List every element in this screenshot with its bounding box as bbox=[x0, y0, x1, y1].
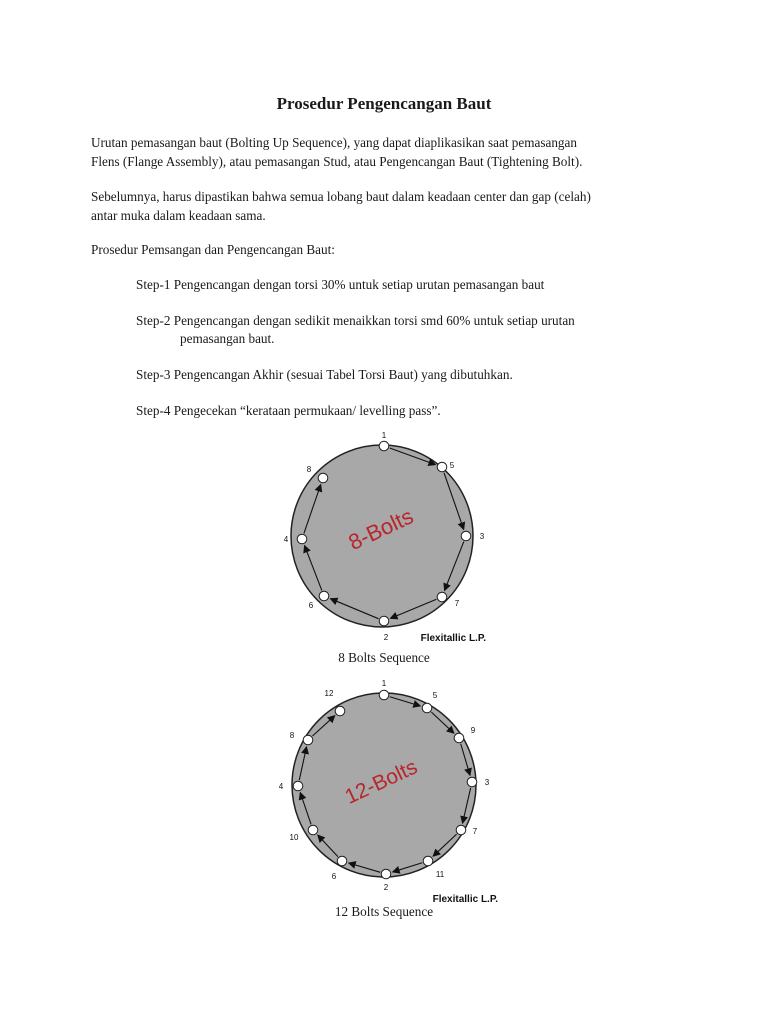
bolt-hole-1 bbox=[379, 690, 389, 700]
bolt-number-label: 12 bbox=[324, 689, 334, 698]
bolt-hole-3 bbox=[461, 531, 471, 541]
step-text: Pengencangan dengan torsi 30% untuk setiap urutan pemasangan baut bbox=[173, 277, 545, 292]
intro-line-2: Flens (Flange Assembly), atau pemasangan Stud, atau Pengencangan Baut (Tightening Bolt). bbox=[91, 154, 583, 169]
bolt-diagram-12 bbox=[276, 674, 506, 906]
step-text-continuation: pemasangan baut. bbox=[180, 331, 275, 346]
bolt-hole-1 bbox=[379, 441, 389, 451]
bolt-hole-7 bbox=[456, 825, 466, 835]
intro-line-1: Urutan pemasangan baut (Bolting Up Sequence), yang dapat diaplikasikan saat pemasangan bbox=[91, 135, 577, 150]
bolt-number-label: 4 bbox=[283, 535, 289, 544]
step-3 bbox=[136, 366, 696, 384]
step-label: Step-3 bbox=[136, 367, 171, 382]
bolt-hole-10 bbox=[308, 825, 318, 835]
bolt-hole-2 bbox=[379, 616, 389, 626]
precondition-line-2: antar muka dalam keadaan sama. bbox=[91, 208, 266, 223]
credit-text: Flexitallic L.P. bbox=[420, 633, 486, 644]
watermark-text: 8-Bolts bbox=[344, 503, 418, 556]
step-2 bbox=[136, 312, 696, 348]
bolt-hole-8 bbox=[318, 473, 328, 483]
step-label: Step-2 bbox=[136, 313, 171, 328]
step-text: Pengencangan Akhir (sesuai Tabel Torsi Baut) yang dibutuhkan. bbox=[173, 367, 513, 382]
bolt-number-label: 1 bbox=[381, 431, 387, 440]
bolt-hole-12 bbox=[335, 706, 345, 716]
bolt-number-label: 7 bbox=[472, 827, 478, 836]
bolt-hole-4 bbox=[293, 781, 303, 791]
watermark-text: 12-Bolts bbox=[341, 755, 422, 809]
step-label: Step-1 bbox=[136, 277, 171, 292]
bolt-number-label: 2 bbox=[383, 883, 389, 892]
bolt-number-label: 5 bbox=[449, 461, 455, 470]
bolt-hole-11 bbox=[423, 856, 433, 866]
bolt-hole-5 bbox=[437, 462, 447, 472]
bolt-number-label: 1 bbox=[381, 679, 387, 688]
step-4 bbox=[136, 402, 696, 420]
bolt-number-label: 2 bbox=[383, 633, 389, 642]
procedure-heading: Prosedur Pemsangan dan Pengencangan Baut: bbox=[91, 242, 335, 257]
bolt-hole-8 bbox=[303, 735, 313, 745]
bolt-hole-4 bbox=[297, 534, 307, 544]
bolt-number-label: 4 bbox=[278, 782, 284, 791]
bolt-number-label: 6 bbox=[308, 601, 314, 610]
bolt-number-label: 3 bbox=[479, 532, 485, 541]
step-label: Step-4 bbox=[136, 403, 171, 418]
bolt-hole-2 bbox=[381, 869, 391, 879]
bolt-number-label: 6 bbox=[331, 872, 337, 881]
bolt-hole-9 bbox=[454, 733, 464, 743]
bolt-number-label: 3 bbox=[484, 778, 490, 787]
credit-text: Flexitallic L.P. bbox=[432, 894, 498, 905]
caption-8-bolts: 8 Bolts Sequence bbox=[338, 650, 430, 665]
step-1 bbox=[136, 276, 696, 294]
bolt-hole-5 bbox=[422, 703, 432, 713]
bolt-number-label: 9 bbox=[470, 726, 476, 735]
bolt-number-label: 10 bbox=[289, 833, 299, 842]
bolt-diagram-8 bbox=[276, 426, 506, 646]
bolt-number-label: 7 bbox=[454, 599, 460, 608]
page-title: Prosedur Pengencangan Baut bbox=[276, 94, 492, 113]
bolt-number-label: 8 bbox=[289, 731, 295, 740]
precondition-paragraph bbox=[91, 187, 691, 225]
bolt-number-label: 5 bbox=[432, 691, 438, 700]
caption-12-bolts: 12 Bolts Sequence bbox=[334, 904, 434, 919]
bolt-number-label: 8 bbox=[306, 465, 312, 474]
step-text: Pengencangan dengan sedikit menaikkan torsi smd 60% untuk setiap urutan bbox=[173, 313, 575, 328]
step-text: Pengecekan “kerataan permukaan/ levelling pass”. bbox=[173, 403, 441, 418]
bolt-number-label: 11 bbox=[435, 870, 445, 879]
bolt-hole-6 bbox=[337, 856, 347, 866]
bolt-hole-6 bbox=[319, 591, 329, 601]
bolt-hole-3 bbox=[467, 777, 477, 787]
bolt-hole-7 bbox=[437, 592, 447, 602]
precondition-line-1: Sebelumnya, harus dipastikan bahwa semua lobang baut dalam keadaan center dan gap (celah) bbox=[91, 189, 591, 204]
intro-paragraph bbox=[91, 133, 691, 171]
